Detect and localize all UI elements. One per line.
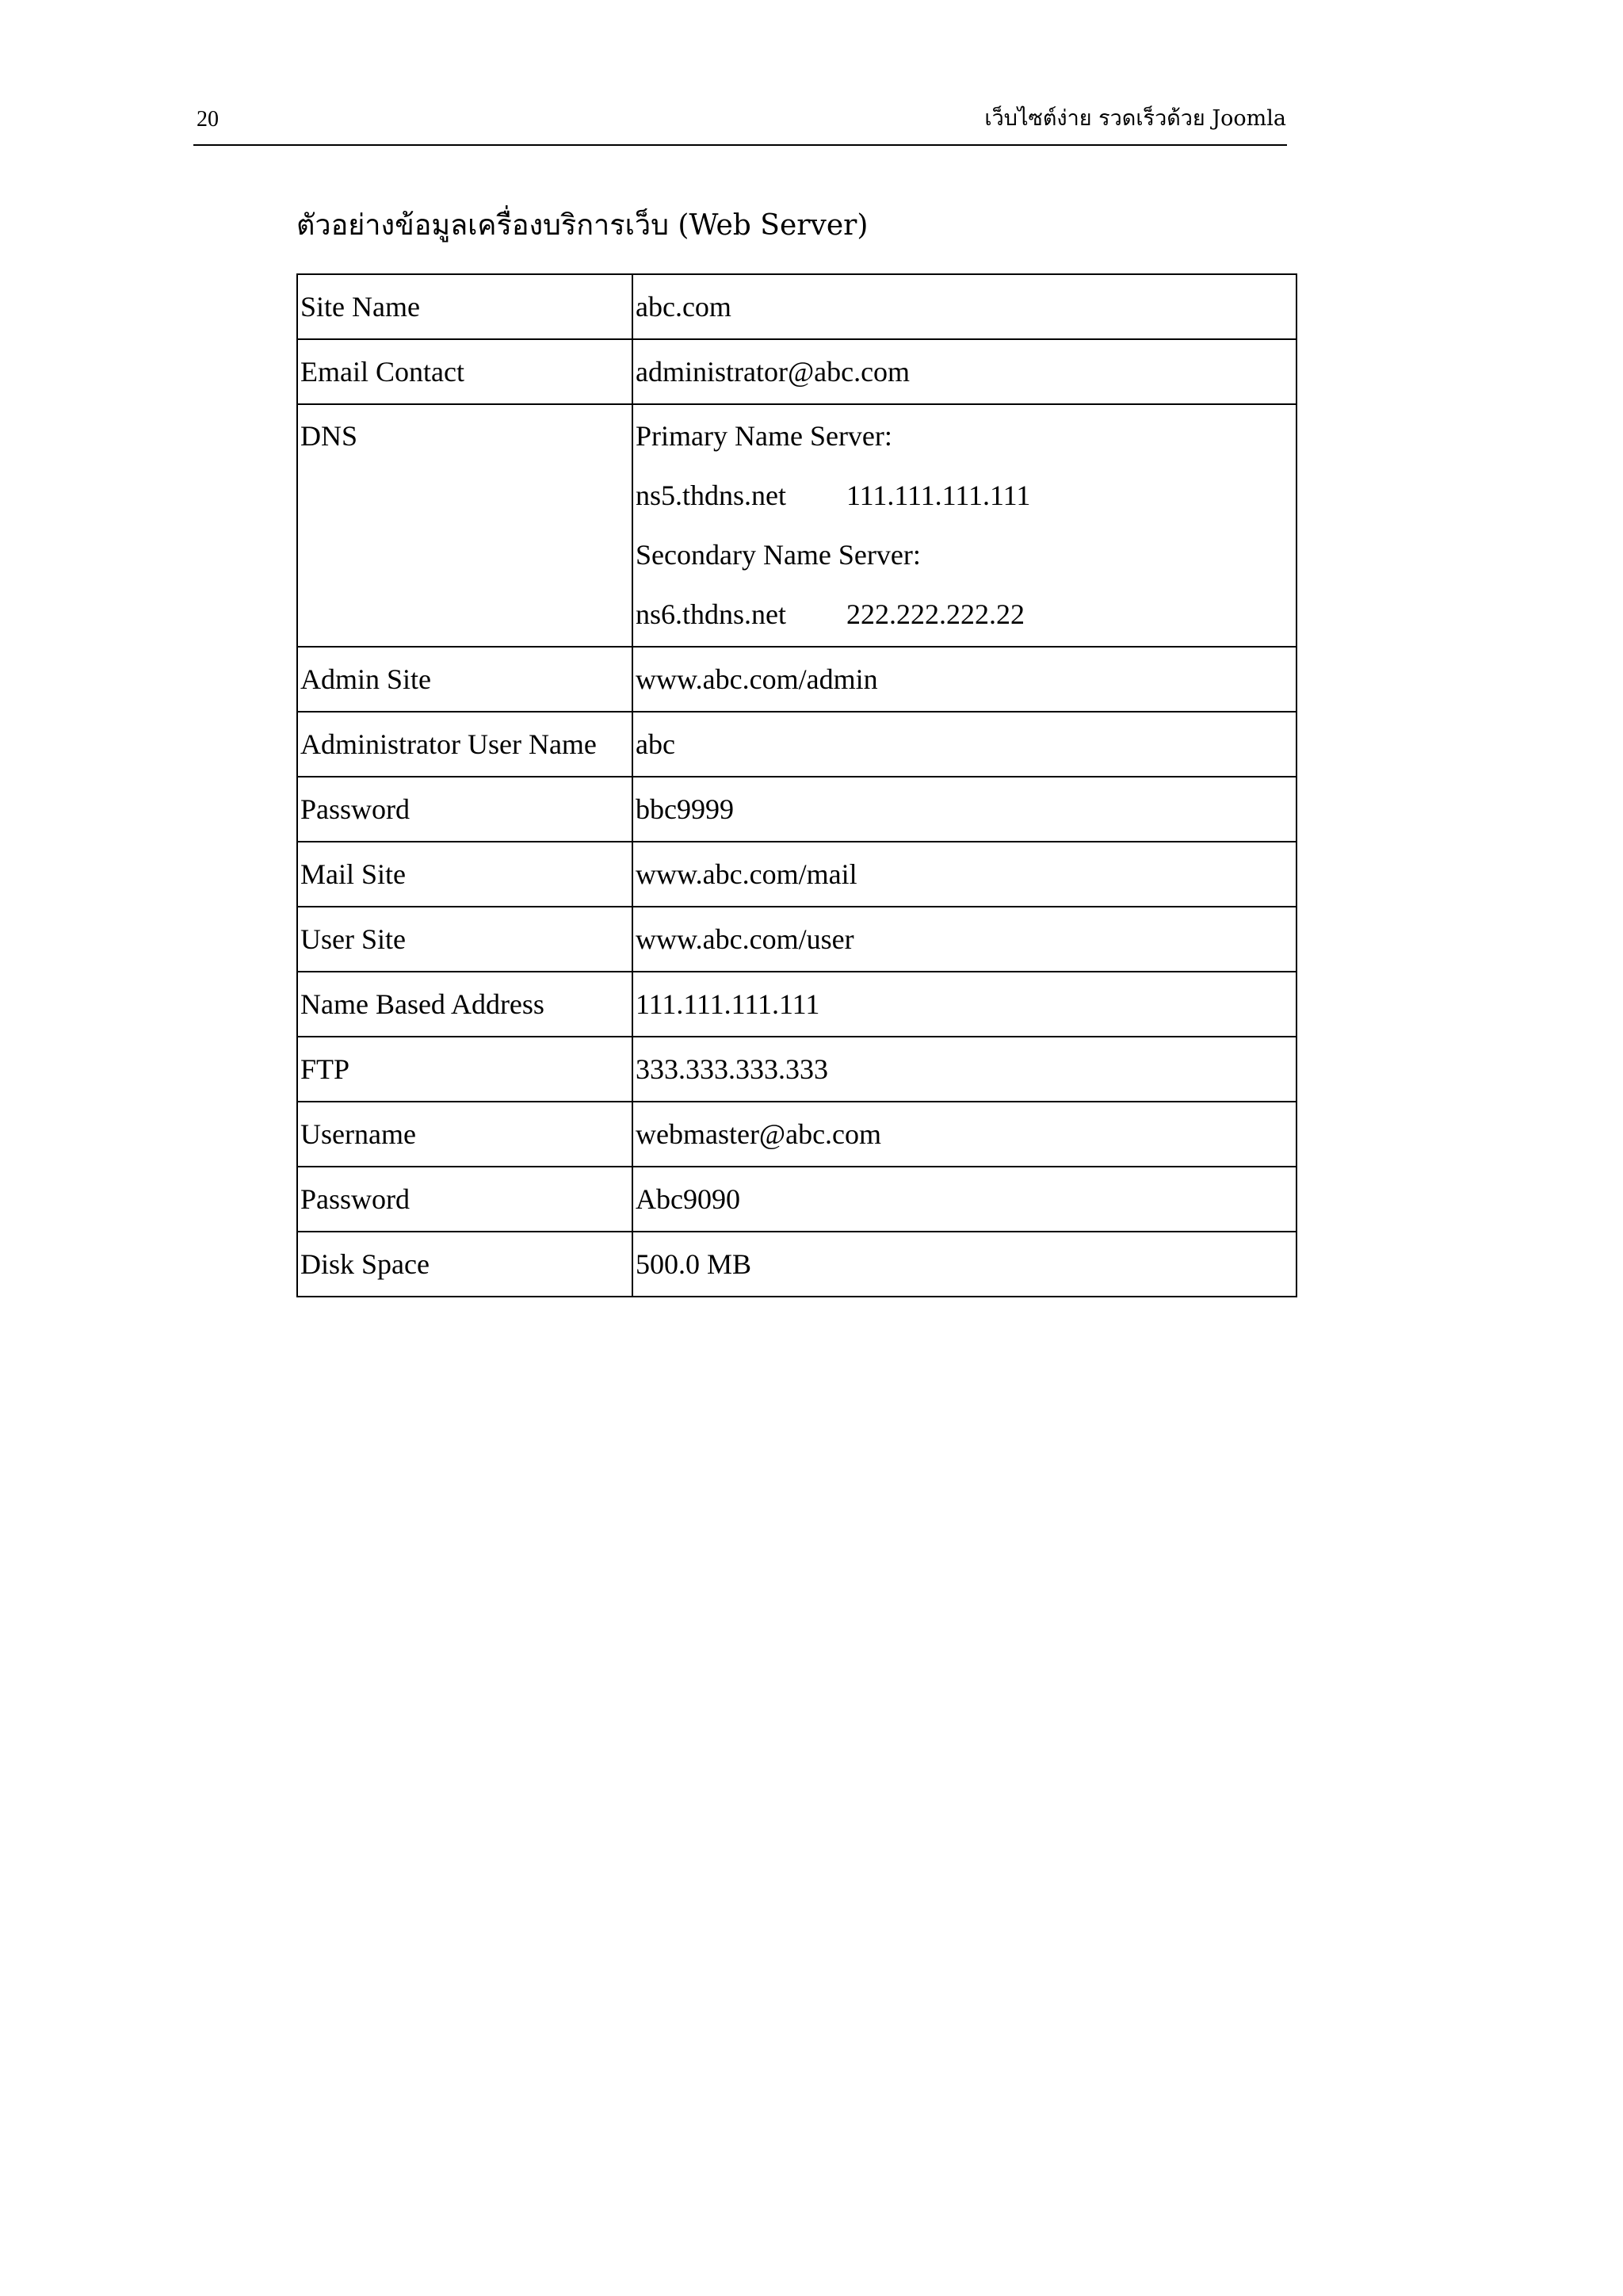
row-value: abc: [632, 712, 1296, 777]
row-label: Username: [297, 1102, 632, 1167]
table-row-mail-site: [297, 842, 1296, 907]
table-row-name-based-address: [297, 972, 1296, 1037]
row-label: Site Name: [297, 274, 632, 339]
section-title: ตัวอย่างข้อมูลเครื่องบริการเว็บ (Web Server): [296, 209, 869, 242]
row-label: Admin Site: [297, 647, 632, 712]
table-row-ftp-password: [297, 1167, 1296, 1232]
table-row-dns: [297, 404, 1296, 647]
running-header: เว็บไซต์ง่าย รวดเร็วด้วย Joomla: [984, 106, 1286, 131]
dns-label-cell: [297, 404, 632, 647]
table-row-disk-space: [297, 1232, 1296, 1297]
row-value: webmaster@abc.com: [632, 1102, 1296, 1167]
secondary-name-server-ip: 222.222.222.22: [846, 598, 1025, 630]
primary-name-server-host: ns5.thdns.net: [636, 479, 787, 511]
row-label: Disk Space: [297, 1232, 632, 1297]
primary-name-server-entry: [636, 466, 1296, 525]
table-row-user-site: [297, 907, 1296, 972]
row-label: Administrator User Name: [297, 712, 632, 777]
web-server-info-table: [296, 273, 1297, 1297]
secondary-name-server-entry: [636, 585, 1296, 644]
row-value: Abc9090: [632, 1167, 1296, 1232]
row-value: administrator@abc.com: [632, 339, 1296, 404]
row-label: Email Contact: [297, 339, 632, 404]
row-value: www.abc.com/mail: [632, 842, 1296, 907]
row-label: User Site: [297, 907, 632, 972]
table-row-administrator-user-name: [297, 712, 1296, 777]
secondary-name-server-host: ns6.thdns.net: [636, 598, 787, 630]
row-label: FTP: [297, 1037, 632, 1102]
row-value: www.abc.com/user: [632, 907, 1296, 972]
row-label: DNS: [300, 420, 358, 452]
dns-value-cell: [632, 404, 1296, 647]
row-value: 500.0 MB: [632, 1232, 1296, 1297]
table-row-site-name: [297, 274, 1296, 339]
row-label: Password: [297, 1167, 632, 1232]
primary-name-server-ip: 111.111.111.111: [846, 479, 1031, 511]
row-value: 333.333.333.333: [632, 1037, 1296, 1102]
row-value: abc.com: [632, 274, 1296, 339]
row-value: www.abc.com/admin: [632, 647, 1296, 712]
table-row-admin-site: [297, 647, 1296, 712]
row-label: Password: [297, 777, 632, 842]
row-value: bbc9999: [632, 777, 1296, 842]
row-label: Mail Site: [297, 842, 632, 907]
row-value: 111.111.111.111: [632, 972, 1296, 1037]
header-divider: [193, 144, 1287, 146]
primary-name-server-heading: Primary Name Server:: [636, 420, 892, 452]
table-row-ftp-username: [297, 1102, 1296, 1167]
table-row-ftp: [297, 1037, 1296, 1102]
row-label: Name Based Address: [297, 972, 632, 1037]
page-number: 20: [197, 107, 219, 132]
secondary-name-server-heading: Secondary Name Server:: [636, 539, 921, 571]
table-row-email-contact: [297, 339, 1296, 404]
table-row-admin-password: [297, 777, 1296, 842]
